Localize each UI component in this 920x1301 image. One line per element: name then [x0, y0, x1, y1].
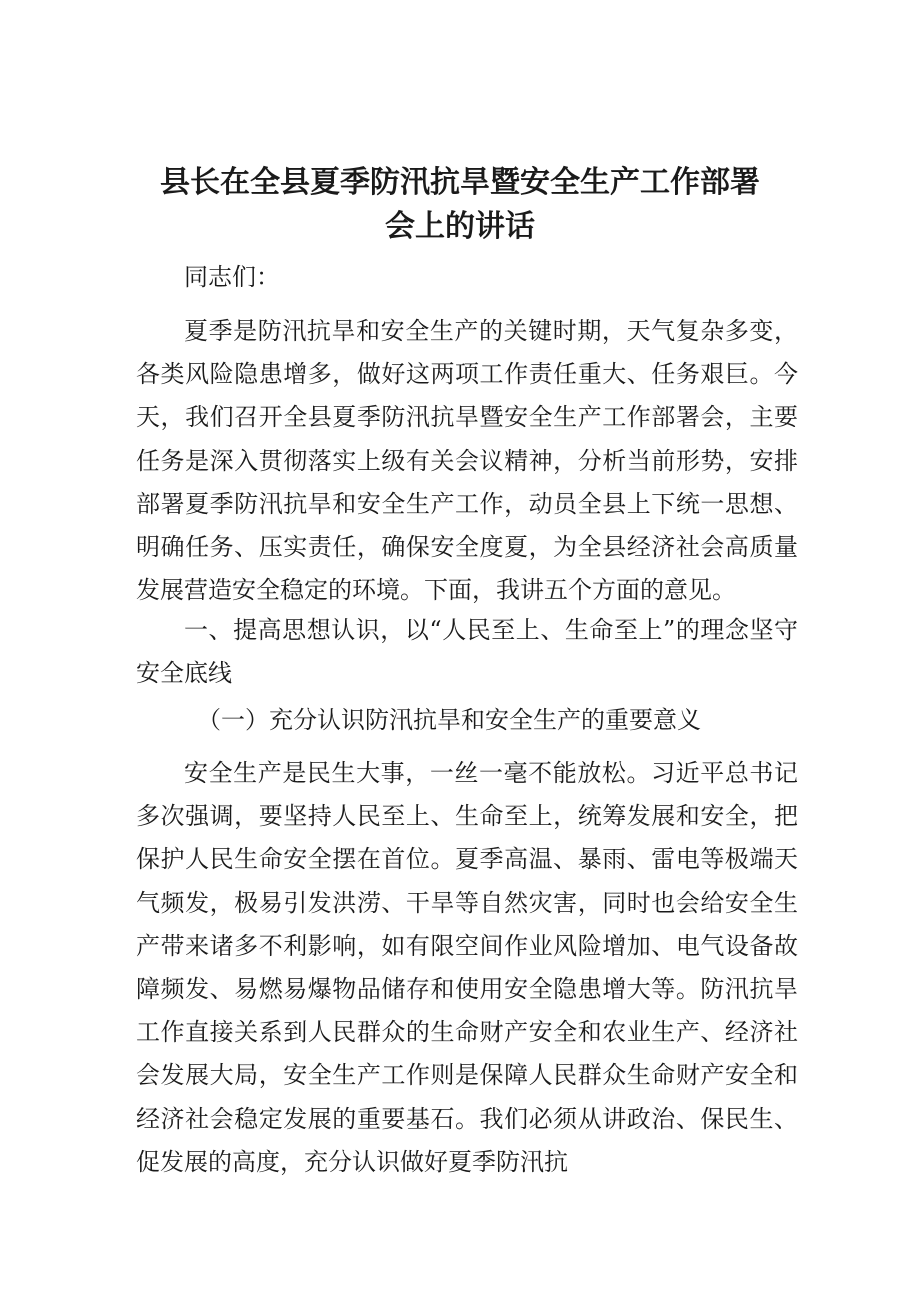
- document-title-line-1: 县长在全县夏季防汛抗旱暨安全生产工作部署: [160, 165, 760, 200]
- subsection-heading-1: （一）充分认识防汛抗旱和安全生产的重要意义: [197, 706, 701, 734]
- salutation: 同志们：: [184, 263, 280, 291]
- document-title-line-2: 会上的讲话: [385, 209, 535, 244]
- paragraph-intro: 夏季是防汛抗旱和安全生产的关键时期，天气复杂多变，各类风险隐患增多，做好这两项工作责任重大、任务艰巨。今天，我们召开全县夏季防汛抗旱暨安全生产工作部署会，主要任务是深入贯彻落实上级有关会议精神，分析当前形势，安排部署夏季防汛抗旱和安全生产工作，动员全县上下统一思想、明确任务、压实责任，确保安全度夏，为全县经济社会高质量发展营造安全稳定的环境。下面，我讲五个方面的意见。: [136, 317, 798, 605]
- section-heading-1: 一、提高思想认识，以“人民至上、生命至上”的理念坚守安全底线: [136, 616, 798, 688]
- paragraph-body: 安全生产是民生大事，一丝一毫不能放松。习近平总书记多次强调，要坚持人民至上、生命至上，统筹发展和安全，把保护人民生命安全摆在首位。夏季高温、暴雨、雷电等极端天气频发，极易引发洪涝、干旱等自然灾害，同时也会给安全生产带来诸多不利影响，如有限空间作业风险增加、电气设备故障频发、易燃易爆物品储存和使用安全隐患增大等。防汛抗旱工作直接关系到人民群众的生命财产安全和农业生产、经济社会发展大局，安全生产工作则是保障人民群众生命财产安全和经济社会稳定发展的重要基石。我们必须从讲政治、保民生、促发展的高度，充分认识做好夏季防汛抗: [136, 759, 798, 1176]
